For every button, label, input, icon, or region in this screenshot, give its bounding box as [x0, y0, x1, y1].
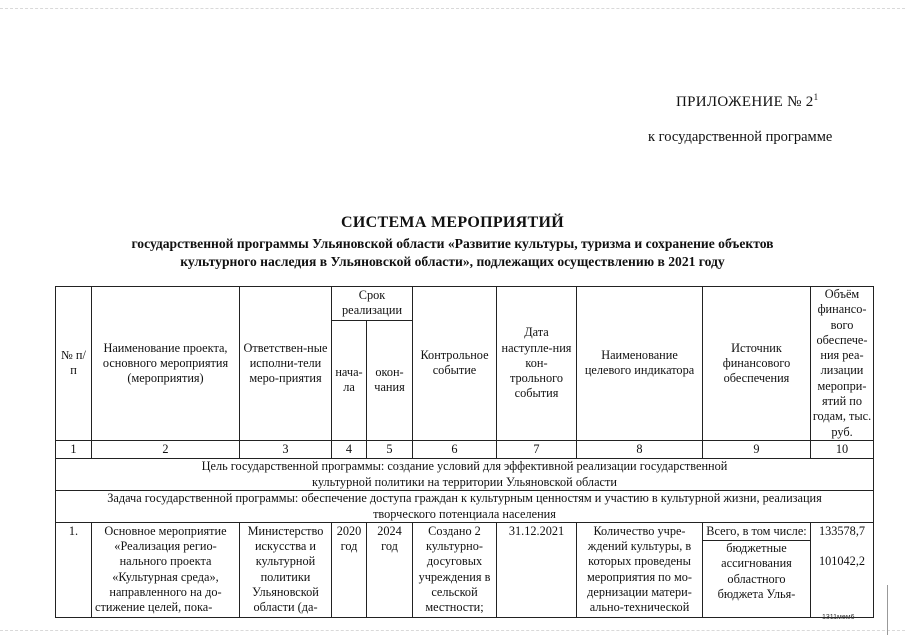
col-number: 10: [811, 440, 874, 458]
header-indicator: Наименование целевого индикатора: [577, 287, 703, 441]
row-date: 31.12.2021: [497, 522, 577, 617]
scan-artifact-bottom: [0, 630, 905, 631]
header-responsible: Ответствен-ные исполни-тели меро-приятия: [240, 287, 332, 441]
header-term: Срок реализации: [332, 287, 413, 321]
header-num: № п/п: [56, 287, 92, 441]
col-number: 7: [497, 440, 577, 458]
row-source: [703, 522, 811, 617]
table-row: [56, 522, 874, 617]
header-date: Дата наступле-ния кон-трольного события: [497, 287, 577, 441]
row-indicator: Количество учре-ждений культуры, в которых проведены мероприятия по мо-дернизации матери-ально-технической: [577, 522, 703, 617]
col-number: 8: [577, 440, 703, 458]
row-event: Создано 2 культурно-досуговых учреждения в сельской местности;: [413, 522, 497, 617]
header-source: Источник финансового обеспечения: [703, 287, 811, 441]
document-subtitle-line1: государственной программы Ульяновской области «Развитие культуры, туризма и сохранение объектов: [131, 236, 774, 251]
row-start: 2020 год: [332, 522, 367, 617]
row-num: 1.: [56, 522, 92, 617]
volume-total: 133578,7: [818, 523, 866, 538]
goal-row: Цель государственной программы: создание условий для эффективной реализации государственной культурной политики на территории Ульяновской области: [56, 459, 874, 491]
task-row: Задача государственной программы: обеспечение доступа граждан к культурным ценностям и участию в культурной жизни, реализация творческого потенциала населения: [56, 491, 874, 523]
row-name: Основное мероприятие «Реализация регио-нального проекта «Культурная среда», направленного на до-стижение целей, пока-: [92, 522, 240, 617]
header-volume: Объём финансо-вого обеспече-ния реа-лизации меропри-ятий по годам, тыс. руб.: [811, 287, 874, 441]
appendix-subtitle: к государственной программе: [648, 129, 833, 145]
col-number: 2: [92, 440, 240, 458]
document-subtitle-line2: культурного наследия в Ульяновской области», подлежащих осуществлению в 2021 году: [180, 254, 725, 269]
footer-tag: 1311мем6: [822, 614, 855, 621]
measures-table: [55, 286, 874, 618]
col-number: 3: [240, 440, 332, 458]
page-edge-mark: [887, 585, 904, 635]
header-event: Контрольное событие: [413, 287, 497, 441]
row-end: 2024 год: [367, 522, 413, 617]
source-budget: бюджетные ассигнования областного бюджета Улья-: [717, 541, 796, 602]
appendix-label: ПРИЛОЖЕНИЕ № $2^1$: [676, 92, 819, 110]
header-start: нача-ла: [332, 320, 367, 440]
col-number: 5: [367, 440, 413, 458]
header-name: Наименование проекта, основного мероприятия (мероприятия): [92, 287, 240, 441]
col-number: 1: [56, 440, 92, 458]
volume-budget: 101042,2: [818, 553, 866, 568]
row-volume: [811, 522, 874, 617]
appendix-superscript: 1: [813, 92, 819, 102]
source-total: Всего, в том числе:: [703, 524, 810, 541]
row-responsible: Министерство искусства и культурной политики Ульяновской области (да-: [240, 522, 332, 617]
document-title: СИСТЕМА МЕРОПРИЯТИЙ: [341, 214, 564, 231]
scan-artifact-top: [0, 8, 905, 9]
col-number: 9: [703, 440, 811, 458]
col-number: 4: [332, 440, 367, 458]
header-end: окон-чания: [367, 320, 413, 440]
column-numbers-row: [56, 440, 874, 458]
col-number: 6: [413, 440, 497, 458]
